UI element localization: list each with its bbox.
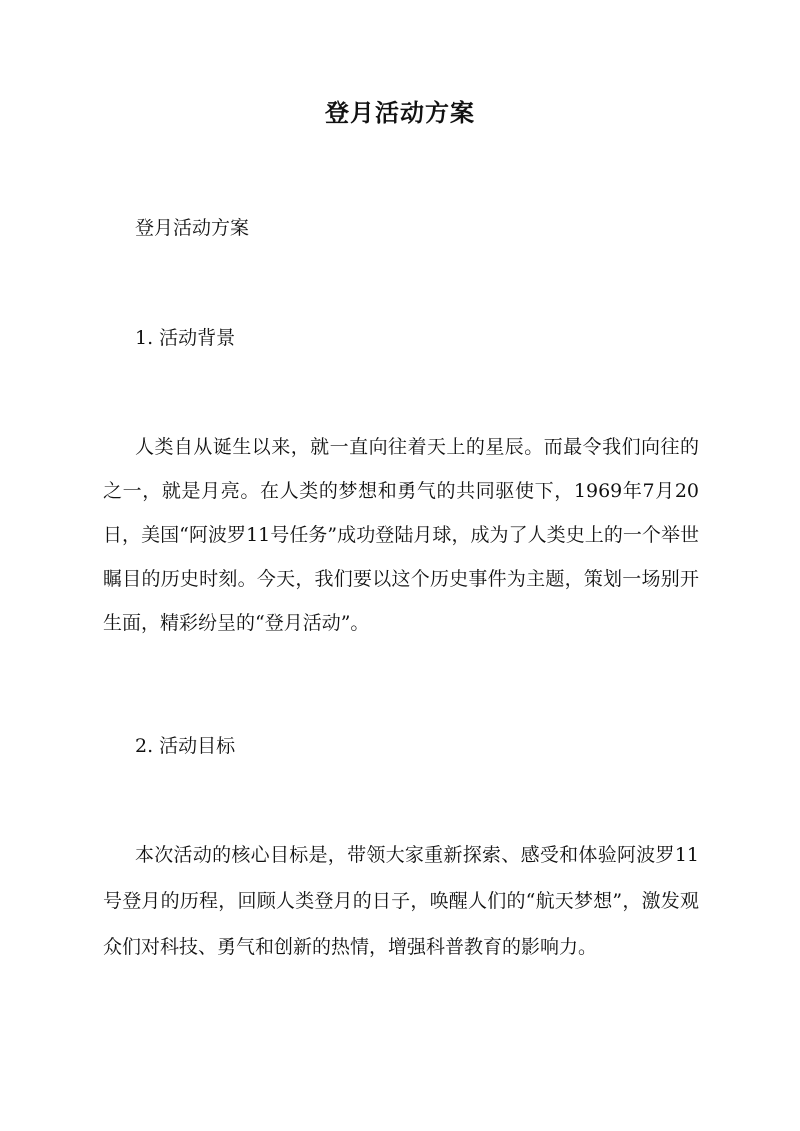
document-title: 登月活动方案 [325,98,475,127]
section-body-goals: 本次活动的核心目标是，带领大家重新探索、感受和体验阿波罗11号登月的历程，回顾人类登月的日子，唤醒人们的“航天梦想”，激发观众们对科技、勇气和创新的热情，增强科普教育的影响力。 [103,844,699,958]
section-heading-goals: 2. 活动目标 [135,735,236,757]
section-body-background: 人类自从诞生以来，就一直向往着天上的星辰。而最令我们向往的之一，就是月亮。在人类的梦想和勇气的共同驱使下，1969年7月20日，美国“阿波罗11号任务”成功登陆月球，成为了人类史上的一个举世瞩目的历史时刻。今天，我们要以这个历史事件为主题，策划一场别开生面，精彩纷呈的“登月活动”。 [103,436,699,634]
section-heading-background: 1. 活动背景 [135,327,236,349]
document-subtitle: 登月活动方案 [135,217,250,239]
